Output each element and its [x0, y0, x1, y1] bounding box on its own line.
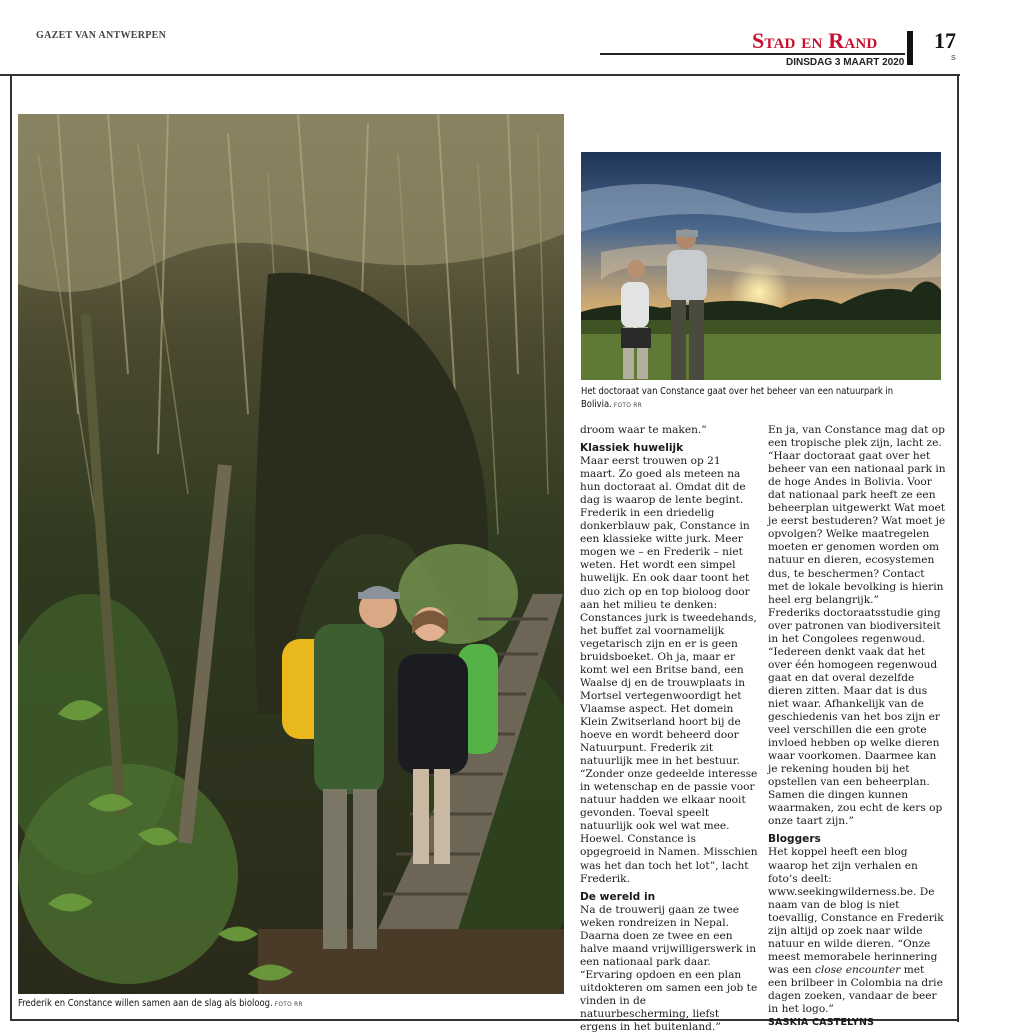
- sunset-photo-caption: [581, 385, 943, 412]
- subheading-de-wereld-in: De wereld in: [580, 890, 656, 903]
- col1-paragraph-3: Na de trouwerij gaan ze twee weken rondreizen in Nepal. Daarna doen ze twee en een halve maand vrijwilligerswerk in een nationaal park daar. “Ervaring opdoen en een plan uitdokteren om samen een job te vinden in de natuurbescherming, liefst ergens in het buitenland.”: [580, 903, 758, 1034]
- col1-paragraph-2: “Zonder onze gedeelde interesse in wetenschap en de passie voor natuur hadden we elkaar nooit gevonden. Toeval speelt natuurlijk ook wel wat mee. Hoewel. Constance is opgegroeid in Namen. Misschien was het dan toch het lot”, lacht Frederik.: [580, 768, 758, 885]
- subheading-klassiek-huwelijk: Klassiek huwelijk: [580, 442, 684, 455]
- col2-paragraph-2: Frederiks doctoraatsstudie ging over patronen van biodiversiteit in het Congolees regenwoud. “Iedereen denkt vaak dat het over één homogeen regenwoud gaat en dat overal dezelfde dieren zitten. Maar dat is dus niet waar. Afhankelijk van de geschiedenis van het bos zijn er veel verschillen die een grote invloed hebben op welke dieren waar voorkomen. Daarmee kan je rekening houden bij het opstellen van een beheerplan. Samen die dingen kunnen waarmaken, zou echt de kers op onze taart zijn.”: [768, 606, 943, 828]
- col1-paragraph-1: Maar eerst trouwen op 21 maart. Zo goed als meteen na hun doctoraat al. Omdat dit de dag is waarop de lente begint. Frederik in een driedelig donkerblauw pak, Constance in een klassieke witte jurk. Meer mogen we – en Frederik – niet weten. Het wordt een simpel huwelijk. En ook daar toont het duo zich op en top bioloog door aan het milieu te denken: Constances jurk is tweedehands, het buffet zal voornamelijk vegetarisch zijn en er is geen bruidsboeket. Oh ja, maar er komt wel een Britse band, een Waalse dj en de trouwplaats in Mortsel vertegenwoordigt het Vlaamse aspect. Het domein Klein Zwitserland hoort bij de hoeve en wordt beheerd door Natuurpunt. Frederik zit natuurlijk mee in het bestuur.: [580, 455, 757, 768]
- header-rule: [600, 53, 905, 55]
- page-frame-left: [10, 74, 12, 1020]
- subheading-bloggers: Bloggers: [768, 833, 821, 846]
- page-frame-top: [0, 74, 960, 76]
- publication-date: DINSDAG 3 MAART 2020: [786, 57, 905, 68]
- col2-paragraph-3-part-b: met een brilbeer in Colombia na drie dagen zoeken, vandaar de beer in het logo.”: [768, 963, 943, 1016]
- sunset-photo-credit: FOTO RR: [613, 401, 643, 409]
- sunset-photo-caption-text: Het doctoraat van Constance gaat over het beheer van een natuurpark in Bolivia.: [581, 386, 894, 410]
- col2-paragraph-1: En ja, van Constance mag dat op een tropische plek zijn, lacht ze. “Haar doctoraat gaat over het beheer van een nationaal park in de hoge Andes in Bolivia. Voor dat nationaal park heeft ze een beheerplan uitgewerkt Wat moet je eerst bestuderen? Wat moet je opvolgen? Welke maatregelen moeten er genomen worden om natuur en dieren, ecosystemen dus, te beschermen? Contact met de lokale bevolking is hierin heel erg belangrijk.”: [768, 424, 946, 606]
- article-column-1: [580, 424, 758, 1034]
- page-number: 17: [934, 28, 956, 53]
- main-photo-caption: [18, 997, 578, 1011]
- main-photo-caption-text: Frederik en Constance willen samen aan de slag als bioloog.: [18, 998, 273, 1009]
- byline: SASKIA CASTELYNS: [768, 1017, 875, 1029]
- col2-paragraph-3: [768, 846, 946, 1016]
- col2-paragraph-3-emphasis: close encounter: [814, 963, 901, 976]
- main-photo-jungle-couple: [18, 114, 564, 994]
- edition-mark: S: [951, 55, 956, 62]
- header-divider-bar: [907, 31, 913, 65]
- article-column-2: [768, 424, 946, 1029]
- col2-paragraph-3-part-a: Het koppel heeft een blog waarop het zijn verhalen en foto’s deelt: www.seekingwilderness.be. De naam van de blog is niet toevallig, Constance en Frederik zijn altijd op zoek naar wilde natuur en wilde dieren. “Onze meest memorabele herinnering was een: [768, 846, 944, 976]
- section-title: Stad en Rand: [752, 28, 878, 53]
- newspaper-name: GAZET VAN ANTWERPEN: [36, 30, 167, 41]
- col1-lead: droom waar te maken.”: [580, 424, 707, 436]
- main-photo-credit: FOTO RR: [274, 1000, 303, 1008]
- sunset-photo-couple: [581, 152, 941, 380]
- page-frame-right: [957, 74, 959, 1022]
